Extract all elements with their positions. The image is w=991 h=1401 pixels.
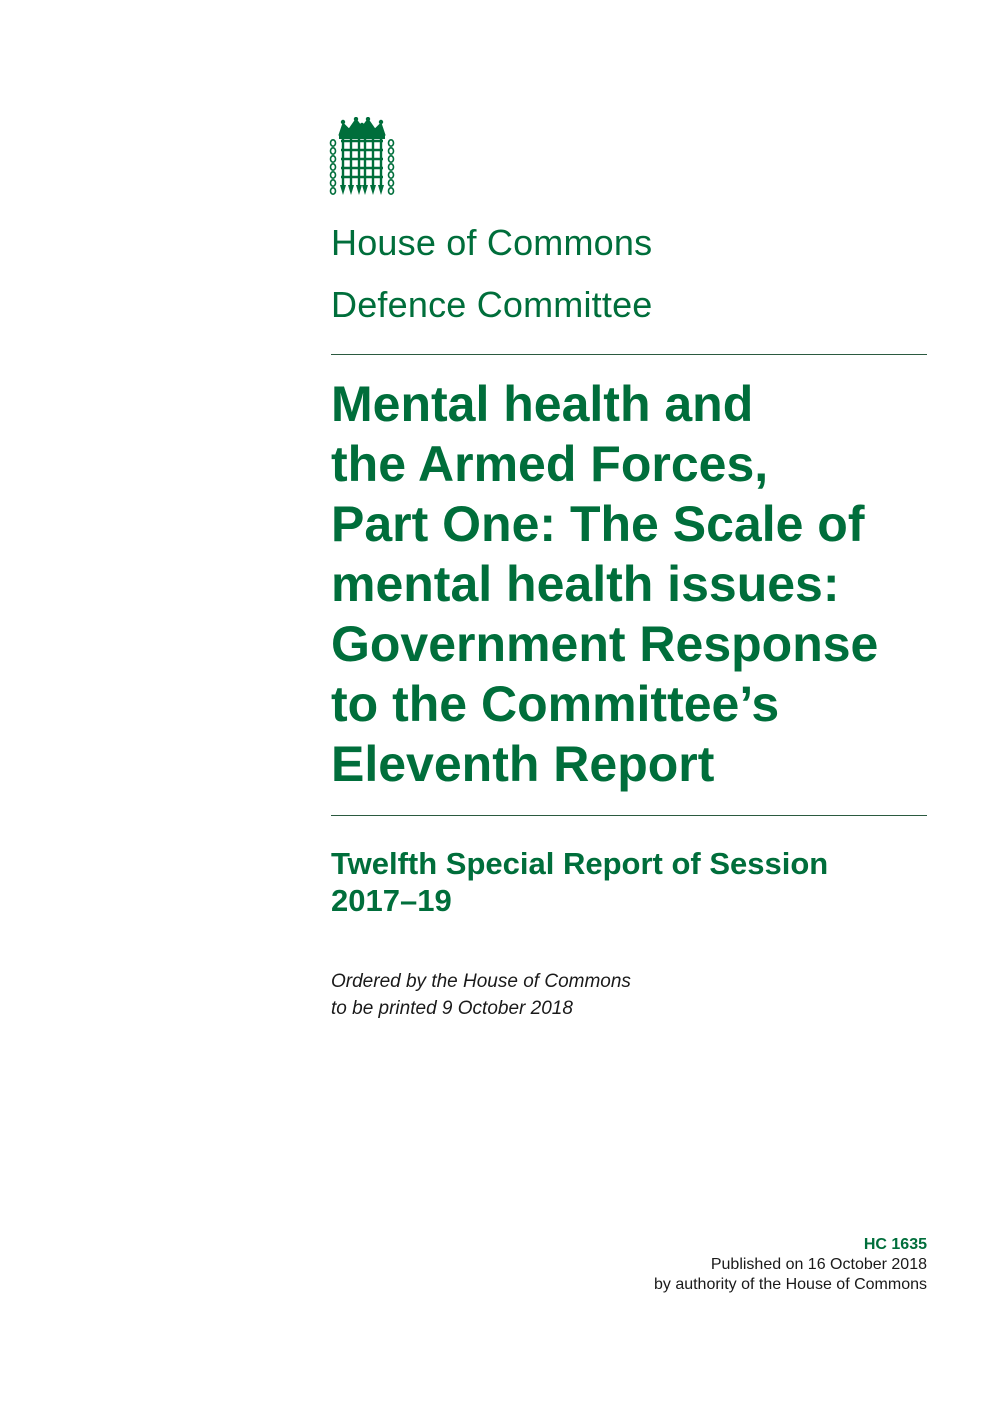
title-line: Mental health and (331, 376, 754, 432)
title-line: the Armed Forces, (331, 436, 769, 492)
report-subtitle (331, 845, 911, 919)
ordered-line: to be printed 9 October 2018 (331, 998, 573, 1019)
published-date: Published on 16 October 2018 (710, 1256, 927, 1273)
ordered-line: Ordered by the House of Commons (331, 971, 631, 992)
title-line: Part One: The Scale of (331, 496, 865, 552)
committee-name: Defence Committee (331, 284, 653, 325)
publication-footer (654, 1235, 927, 1295)
bottom-divider (331, 815, 927, 816)
title-line: mental health issues: (331, 556, 840, 612)
subtitle-line: Twelfth Special Report of Session (331, 846, 829, 881)
institution-name: House of Commons (331, 222, 653, 263)
subtitle-line: 2017–19 (331, 883, 452, 918)
title-line: to the Committee’s (331, 676, 780, 732)
printing-order (331, 968, 631, 1022)
authority-line: by authority of the House of Commons (653, 1276, 927, 1293)
report-title (331, 374, 931, 794)
hc-number: HC 1635 (863, 1236, 927, 1253)
portcullis-crown-icon (329, 117, 395, 197)
top-divider (331, 354, 927, 355)
title-line: Government Response (331, 616, 879, 672)
title-line: Eleventh Report (331, 736, 715, 792)
